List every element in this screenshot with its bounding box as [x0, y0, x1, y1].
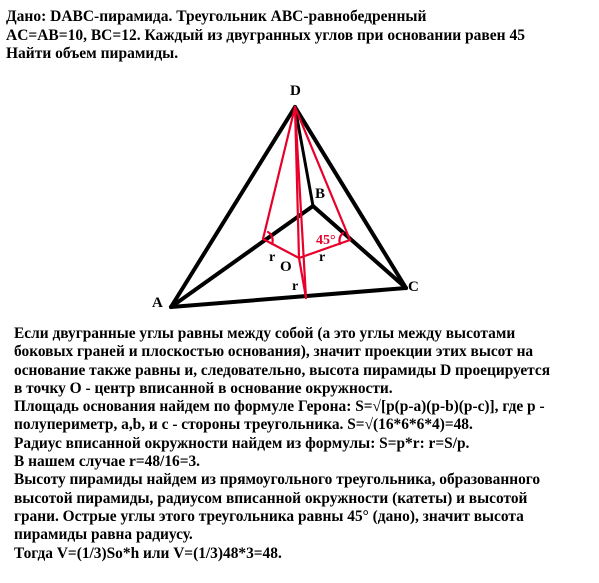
label-A: A	[152, 295, 163, 311]
solution-line: высотой пирамиды, радиусом вписанной окружности (катеты) и высотой	[14, 489, 528, 507]
apothem-right	[295, 107, 350, 240]
solution-line: грани. Острые углы этого треугольника равны 45° (дано), значит высота	[14, 507, 524, 525]
solution-line: Площадь основания найдем по формуле Герона: S=√[p(p-a)(p-b)(p-c)], где p -	[14, 398, 545, 416]
edge-DA	[171, 107, 295, 307]
problem-line-3: Найти объем пирамиды.	[6, 45, 179, 62]
solution-line: основание также равны и, следовательно, высота пирамиды D проецируется	[14, 361, 551, 379]
problem-line-2: AC=AB=10, BC=12. Каждый из двугранных углов при основании равен 45	[6, 26, 525, 44]
label-r-bottom: r	[292, 279, 299, 294]
solution-line: в точку О - центр вписанной в основание окружности.	[14, 379, 393, 397]
solution-line: боковых граней и плоскостью основания), значит проекции этих высот на	[14, 343, 534, 361]
label-r-right: r	[319, 250, 326, 265]
solution-line: Если двугранные углы равны между собой (а это углы между высотами	[14, 325, 516, 342]
problem-line-1: Дано: DABC-пирамида. Треугольник ABC-равнобедренный	[6, 8, 427, 25]
solution-line: пирамиды равна радиусу.	[14, 526, 193, 544]
solution-line: Высоту пирамиды найдем из прямоугольного треугольника, образованного	[14, 471, 541, 489]
edge-AC	[171, 288, 406, 307]
label-D: D	[290, 83, 301, 99]
label-angle-45: 45°	[316, 233, 336, 248]
solution-text	[4, 325, 596, 563]
label-C: C	[408, 279, 419, 295]
solution-line: Радиус вписанной окружности найдем из формулы: S=p*r: r=S/p.	[14, 434, 470, 452]
label-r-left: r	[269, 250, 276, 265]
solution-line: полупериметр, a,b, и c - стороны треугольника. S=√(16*6*6*4)=48.	[14, 416, 473, 434]
apothem-left	[263, 107, 295, 239]
solution-line: Тогда V=(1/3)So*h или V=(1/3)48*3=48.	[14, 544, 282, 562]
label-B: B	[315, 186, 326, 202]
label-O: O	[280, 259, 292, 275]
solution-line: В нашем случае r=48/16=3.	[14, 453, 201, 471]
